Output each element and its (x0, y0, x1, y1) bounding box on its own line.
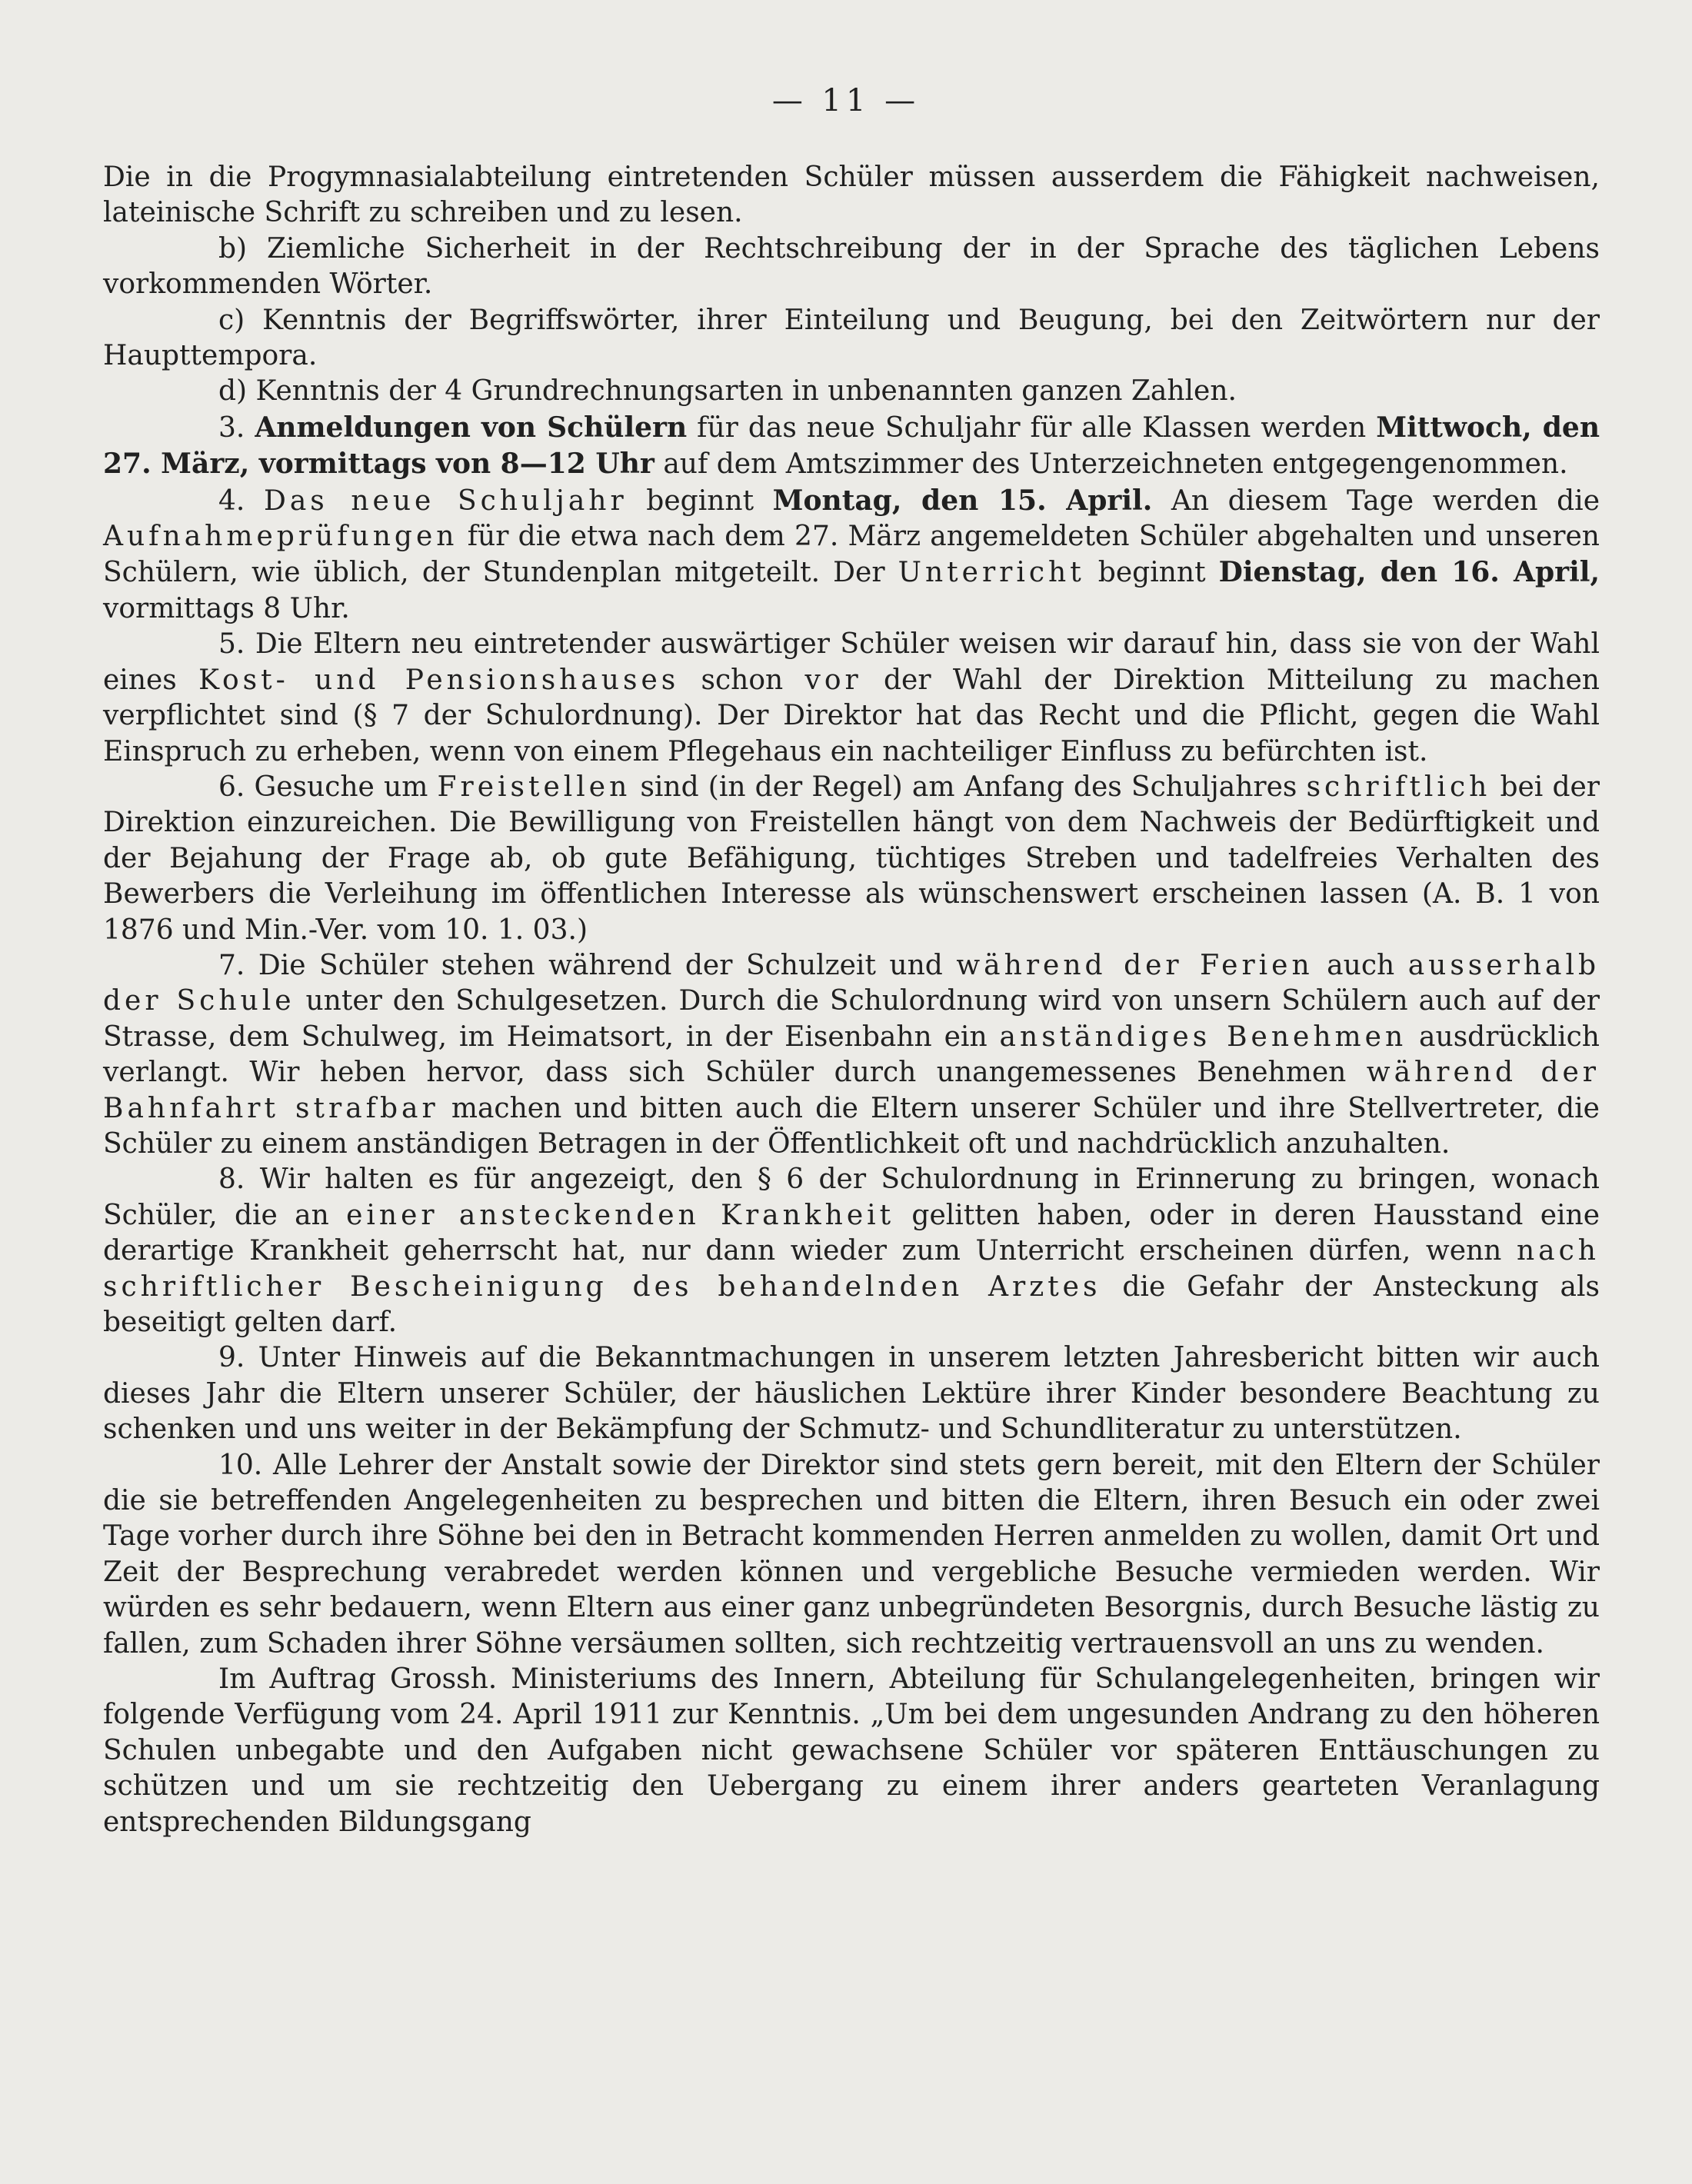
p5-text-2: schon (701, 664, 784, 696)
p5-text-1: 5. Die Eltern neu eintretender auswärtiger Schüler weisen wir darauf hin, dass sie von der Wahl eines (103, 628, 1600, 696)
p7-text-1: 7. Die Schüler stehen während der Schulzeit und (218, 949, 943, 981)
p7-spaced-benehmen: anständiges Benehmen (999, 1020, 1407, 1053)
p3-lead: 3. (218, 411, 245, 444)
p4-text-1: beginnt (646, 484, 754, 517)
p3-text: für das neue Schuljahr für alle Klassen werden (697, 411, 1367, 444)
p3-tail: auf dem Amtszimmer des Unterzeichneten entgegengenommen. (663, 448, 1568, 481)
paragraph-10-teachers: 10. Alle Lehrer der Anstalt sowie der Direktor sind stets gern bereit, mit den Eltern der Schüler die sie betreffenden Angelegenheiten zu besprechen und bitten die Eltern, ihren Besuch ein oder zwei Tage vorher durch ihre Söhne bei den in Betracht kommenden Herren anmelden zu wollen, damit Ort und Zeit der Besprechung verabredet werden können und vergebliche Besuche vermieden werden. Wir würden es sehr bedauern, wenn Eltern aus einer ganz unbegründeten Besorgnis, durch Besuche lästig zu fallen, zum Schaden ihrer Söhne versäumen sollten, sich rechtzeitig vertrauensvoll an uns zu wenden. (103, 1449, 1600, 1660)
paragraph-item-d: d) Kenntnis der 4 Grundrechnungsarten in unbenannten ganzen Zahlen. (218, 375, 1237, 408)
p6-spaced-schriftlich: schriftlich (1306, 771, 1491, 803)
p4-lead: 4. (218, 484, 245, 517)
p8-text-2: gelitten haben, oder in deren Hausstand eine derartige Krankheit geherrscht hat, nur dann wieder zum Unterricht erscheinen dürfen, wenn (103, 1199, 1600, 1267)
paragraph-7-conduct (103, 948, 1600, 1162)
paragraph-4-school-year (103, 483, 1600, 628)
p4-bold-montag: Montag, den 15. April. (772, 484, 1153, 517)
paragraph-5-boarding (103, 627, 1600, 770)
p8-text-1: 8. Wir halten es für angezeigt, den § 6 der Schulordnung in Erinnerung zu bringen, wonach Schüler, die an (103, 1164, 1600, 1231)
p8-spaced-krankheit: einer ansteckenden Krankheit (346, 1199, 895, 1231)
p4-text-2: An diesem Tage werden die (1171, 484, 1600, 517)
paragraph-item-b: b) Ziemliche Sicherheit in der Rechtschreibung der in der Sprache des täglichen Lebens vorkommenden Wörter. (103, 232, 1600, 301)
p7-spaced-ausserhalb: ausserhalb der Schule (103, 949, 1600, 1017)
paragraph-6-freistellen (103, 770, 1600, 948)
p4-bold-dienstag: Dienstag, den 16. April, (1218, 556, 1600, 589)
p4-text-3: für die etwa nach dem 27. März angemeldeten Schüler abgehalten und unseren Schülern, wie üblich, der Stundenplan mitgeteilt. Der (103, 521, 1600, 589)
p7-text-5: machen und bitten auch die Eltern unserer Schüler und ihre Stellvertreter, die Schüler zu einem anständigen Betragen in der Öffentlichkeit oft und nachdrücklich anzuhalten. (103, 1092, 1600, 1160)
p7-text-4: ausdrücklich verlangt. Wir heben hervor, dass sich Schüler durch unangemessenes Benehmen (103, 1020, 1600, 1089)
paragraph-3-registration (103, 410, 1600, 483)
p4-text-4: beginnt (1097, 557, 1206, 589)
p5-spaced-vor: vor (804, 664, 862, 696)
body-text (103, 160, 1600, 1840)
p7-text-2: auch (1327, 949, 1395, 981)
p6-text-1: 6. Gesuche um (218, 771, 428, 803)
p4-spaced-schuljahr: Das neue Schuljahr (263, 484, 628, 517)
p5-spaced-pension: Kost- und Pensionshauses (198, 664, 680, 696)
p8-text-3: die Gefahr der Ansteckung als beseitigt gelten darf. (103, 1270, 1600, 1338)
p7-spaced-ferien: während der Ferien (956, 949, 1314, 981)
p7-spaced-bahnfahrt: während der Bahnfahrt strafbar (103, 1057, 1600, 1124)
page-number: — 11 — (771, 83, 921, 118)
paragraph-9-reading: 9. Unter Hinweis auf die Bekanntmachungen in unserem letzten Jahresbericht bitten wir auch dieses Jahr die Eltern unserer Schüler, der häuslichen Lektüre ihrer Kinder besondere Beachtung zu schenken und uns weiter in der Bekämpfung der Schmutz- und Schundliteratur zu unterstützen. (103, 1342, 1600, 1446)
p5-text-3: der Wahl der Direktion Mitteilung zu machen verpflichtet sind (§ 7 der Schulordnung). Der Direktor hat das Recht und die Pflicht, gegen die Wahl Einspruch zu erheben, wenn von einem Pflegehaus ein nachteiliger Einfluss zu befürchten ist. (103, 664, 1600, 767)
p7-text-3: unter den Schulgesetzen. Durch die Schulordnung wird von unsern Schülern auch auf der Strasse, dem Schulweg, im Heimatsort, in der Eisenbahn ein (103, 985, 1600, 1053)
p3-bold-date: Mittwoch, den 27. März, vormittags von 8—12 Uhr (103, 411, 1600, 481)
p4-spaced-unterricht: Unterricht (898, 557, 1085, 589)
p6-spaced-freistellen: Freistellen (437, 771, 631, 803)
p8-spaced-bescheinigung: nach schriftlicher Bescheinigung des behandelnden Arztes (103, 1235, 1600, 1303)
paragraph-progymnasium: Die in die Progymnasialabteilung eintretenden Schüler müssen ausserdem die Fähigkeit nachweisen, lateinische Schrift zu schreiben und zu lesen. (103, 161, 1600, 229)
p4-spaced-aufnahme: Aufnahmeprüfungen (103, 521, 458, 553)
paragraph-ministry-decree: Im Auftrag Grossh. Ministeriums des Innern, Abteilung für Schulangelegenheiten, bringen wir folgende Verfügung vom 24. April 1911 zur Kenntnis. „Um bei dem ungesunden Andrang zu den höheren Schulen unbegabte und den Aufgaben nicht gewachsene Schüler vor späteren Enttäuschungen zu schützen und um sie rechtzeitig den Uebergang zu einem ihrer anders gearteten Veranlagung entsprechenden Bildungsgang (103, 1663, 1600, 1838)
p3-bold-registration: Anmeldungen von Schülern (255, 411, 688, 444)
p4-text-5: vormittags 8 Uhr. (103, 592, 350, 624)
p6-text-2: sind (in der Regel) am Anfang des Schuljahres (640, 771, 1297, 803)
paragraph-8-illness (103, 1162, 1600, 1340)
p6-text-3: bei der Direktion einzureichen. Die Bewilligung von Freistellen hängt von dem Nachweis der Bedürftigkeit und der Bejahung der Frage ab, ob gute Befähigung, tüchtiges Streben und tadelfreies Verhalten des Bewerbers die Verleihung im öffentlichen Interesse als wünschenswert erscheinen lassen (A. B. 1 von 1876 und Min.-Ver. vom 10. 1. 03.) (103, 771, 1600, 946)
paragraph-item-c: c) Kenntnis der Begriffswörter, ihrer Einteilung und Beugung, bei den Zeitwörtern nur der Haupttempora. (103, 304, 1600, 372)
